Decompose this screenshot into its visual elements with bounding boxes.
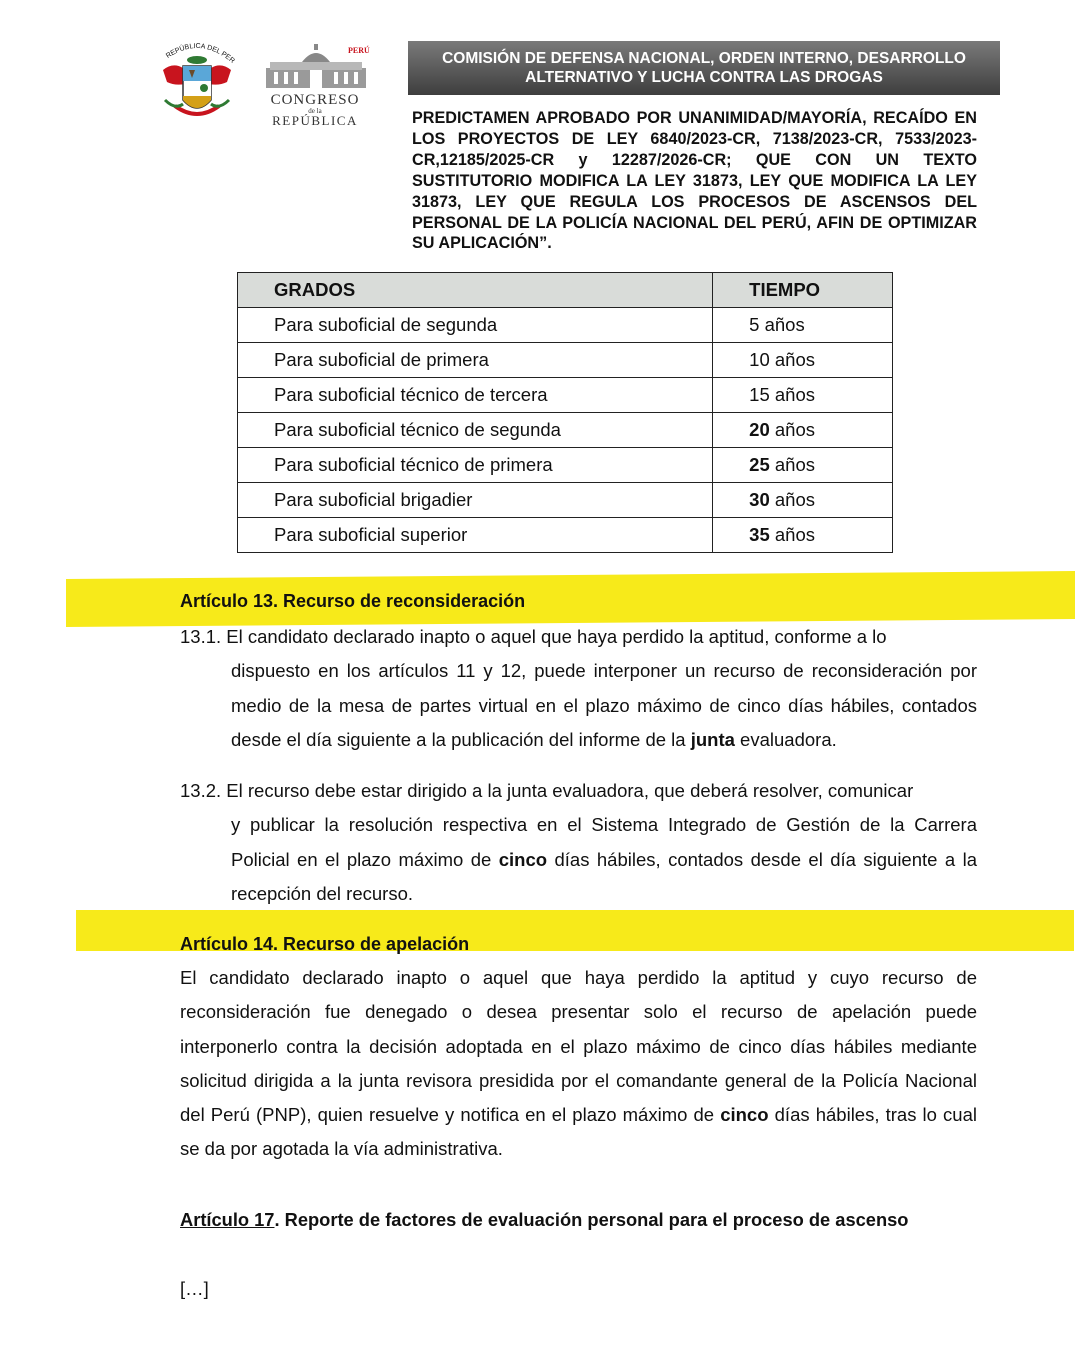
grado-cell: Para suboficial de primera — [238, 343, 713, 378]
table-row — [238, 448, 893, 483]
grado-cell: Para suboficial técnico de primera — [238, 448, 713, 483]
article-17-label: Artículo 17 — [180, 1209, 275, 1230]
paragraph-13-2-end: días hábiles, contados desde el día siguiente a la recepción del recurso. — [231, 848, 977, 904]
tiempo-number: 35 — [749, 524, 770, 545]
congreso-logo — [262, 42, 370, 128]
column-header-tiempo: TIEMPO — [713, 273, 893, 308]
article-17-title: . Reporte de factores de evaluación personal para el proceso de ascenso — [274, 1209, 909, 1230]
paragraph-13-1-end: evaluadora. — [734, 728, 837, 750]
congreso-peru-label: PERÚ — [348, 46, 370, 55]
article-13-heading: Artículo 13. Recurso de reconsideración — [180, 591, 526, 611]
paragraph-13-1-bold: junta — [690, 728, 735, 750]
table-row — [238, 483, 893, 518]
article-14-heading: Artículo 14. Recurso de apelación — [180, 934, 470, 954]
table-row — [238, 343, 893, 378]
tiempo-cell — [713, 518, 893, 553]
tiempo-unit: años — [769, 384, 815, 405]
paragraph-13-1-first-line: 13.1. El candidato declarado inapto o aquel que haya perdido la aptitud, conforme a lo — [180, 626, 887, 647]
article-14-end: días hábiles, tras lo cual se da por agotada la vía administrativa. — [180, 1104, 977, 1160]
paragraph-13-2-bold: cinco — [498, 848, 548, 870]
article-17-heading — [180, 1209, 908, 1231]
congreso-name: CONGRESO — [270, 92, 360, 108]
column-header-grados: GRADOS — [238, 273, 713, 308]
congreso-dela: de la — [308, 107, 322, 115]
article-14-text: El candidato declarado inapto o aquel que haya perdido la aptitud y cuyo recurso de reconsideración fue denegado o desea presentar solo el recurso de apelación puede interponerlo contra la decisión adoptada en el plazo máximo de cinco días hábiles mediante solicitud dirigida a la junta revisora presidida por el comandante general de la Policía Nacional del Perú (PNP), quien resuelve y notifica en el plazo máximo de — [180, 967, 977, 1126]
banner-line-1: COMISIÓN DE DEFENSA NACIONAL, ORDEN INTERNO, DESARROLLO — [442, 50, 966, 67]
tiempo-cell — [713, 378, 893, 413]
table-row — [238, 413, 893, 448]
grado-cell: Para suboficial brigadier — [238, 483, 713, 518]
dictamen-title: PREDICTAMEN APROBADO POR UNANIMIDAD/MAYORÍA, RECAÍDO EN LOS PROYECTOS DE LEY 6840/2023-CR, 7138/2023-CR, 7533/2023-CR,12185/2025-CR y 12287/2026-CR; QUE CON UN TEXTO SUSTITUTORIO MODIFICA LA LEY 31873, LEY QUE MODIFICA LA LEY 31873, LEY QUE REGULA LOS PROCESOS DE ASCENSOS DEL PERSONAL DE LA POLICÍA NACIONAL DEL PERÚ, AFIN DE OPTIMIZAR SU APLICACIÓN”. — [412, 109, 977, 253]
article-14-bold: cinco — [720, 1104, 769, 1126]
paragraph-13-2-first-line: 13.2. El recurso debe estar dirigido a la junta evaluadora, que deberá resolver, comunicar — [180, 780, 914, 801]
paragraph-13-2 — [180, 774, 977, 911]
table-row — [238, 518, 893, 553]
paragraph-13-2-text: y publicar la resolución respectiva en el Sistema Integrado de Gestión de la Carrera Policial en el plazo máximo de — [231, 814, 977, 870]
table-row — [238, 378, 893, 413]
grades-table — [237, 272, 893, 553]
article-14-body — [180, 961, 977, 1167]
ellipsis: […] — [180, 1278, 209, 1299]
tiempo-unit: años — [769, 454, 815, 475]
grado-cell: Para suboficial superior — [238, 518, 713, 553]
paragraph-13-1-text: dispuesto en los artículos 11 y 12, puede interponer un recurso de reconsideración por medio de la mesa de partes virtual en el plazo máximo de cinco días hábiles, contados desde el día siguiente a la publicación del informe de la — [231, 660, 977, 750]
grado-cell: Para suboficial de segunda — [238, 308, 713, 343]
table-header-row — [238, 273, 893, 308]
tiempo-cell — [713, 343, 893, 378]
tiempo-number: 25 — [749, 454, 770, 475]
tiempo-unit: años — [759, 314, 805, 335]
tiempo-cell — [713, 448, 893, 483]
table-row — [238, 308, 893, 343]
tiempo-unit: años — [769, 489, 815, 510]
tiempo-number: 30 — [749, 489, 770, 510]
grado-cell: Para suboficial técnico de segunda — [238, 413, 713, 448]
tiempo-number: 10 — [749, 349, 770, 370]
banner-line-2: ALTERNATIVO Y LUCHA CONTRA LAS DROGAS — [525, 69, 883, 86]
tiempo-cell — [713, 413, 893, 448]
svg-text:REPÚBLICA DEL PERÚ: REPÚBLICA DEL PER — [165, 42, 236, 65]
tiempo-unit: años — [769, 524, 815, 545]
tiempo-number: 5 — [749, 314, 760, 335]
tiempo-unit: años — [769, 349, 815, 370]
commission-banner — [408, 41, 1000, 95]
tiempo-cell — [713, 308, 893, 343]
tiempo-number: 15 — [749, 384, 770, 405]
tiempo-number: 20 — [749, 419, 770, 440]
grado-cell: Para suboficial técnico de tercera — [238, 378, 713, 413]
congreso-republica: REPÚBLICA — [272, 113, 358, 128]
tiempo-unit: años — [769, 419, 815, 440]
tiempo-cell — [713, 483, 893, 518]
paragraph-13-1 — [180, 620, 977, 757]
